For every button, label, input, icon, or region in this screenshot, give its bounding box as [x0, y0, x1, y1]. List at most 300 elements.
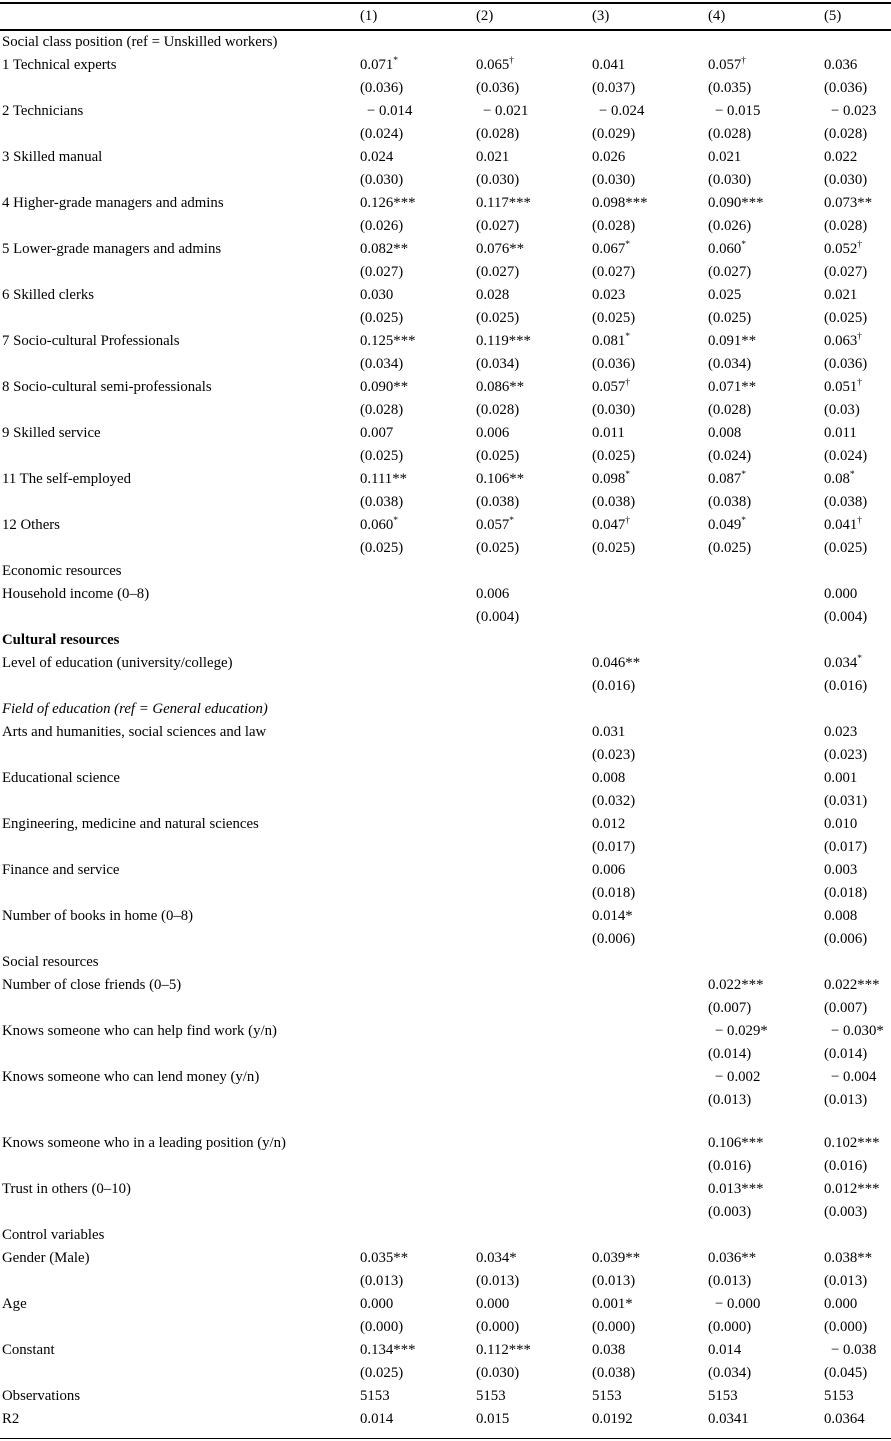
value-cell: 0.039**: [592, 1250, 641, 1266]
value-cell: 0.0364: [824, 1411, 865, 1427]
value-cell: (0.029): [592, 126, 636, 142]
value-cell: (0.016): [592, 678, 636, 694]
table-row: [0, 123, 891, 146]
row-label: Number of close friends (0–5): [2, 977, 182, 993]
value-cell: − 0.021: [483, 103, 529, 119]
value-cell: 0.006: [476, 586, 510, 602]
table-row: [0, 859, 891, 882]
value-cell: 0.052†: [824, 240, 863, 257]
value-cell: 0.026: [592, 149, 626, 165]
value-cell: (0.013): [824, 1092, 868, 1108]
table-row: [0, 675, 891, 698]
column-header-1: (1): [360, 8, 378, 24]
value-cell: (0.030): [824, 172, 868, 188]
value-cell: (0.026): [360, 218, 404, 234]
value-cell: 0.112***: [476, 1342, 531, 1358]
value-cell: (0.030): [476, 1365, 520, 1381]
table-row: [0, 744, 891, 767]
value-cell: − 0.023: [831, 103, 877, 119]
value-cell: (0.038): [476, 494, 520, 510]
table-row: [0, 1224, 891, 1247]
value-cell: 0.035**: [360, 1250, 409, 1266]
row-label: Engineering, medicine and natural sciences: [2, 816, 259, 832]
row-label: Constant: [2, 1342, 55, 1358]
value-cell: (0.007): [708, 1000, 752, 1016]
column-header-2: (2): [476, 8, 494, 24]
value-cell: (0.030): [592, 402, 636, 418]
value-cell: − 0.030*: [831, 1023, 884, 1039]
table-row: [0, 238, 891, 261]
value-cell: 0.036: [824, 57, 858, 73]
value-cell: (0.025): [476, 540, 520, 556]
table-row: [0, 54, 891, 77]
row-label: 6 Skilled clerks: [2, 287, 95, 303]
value-cell: 0.102***: [824, 1135, 880, 1151]
value-cell: (0.045): [824, 1365, 868, 1381]
value-cell: 0.023: [824, 724, 858, 740]
value-cell: 0.057†: [708, 56, 747, 73]
table-row: [0, 974, 891, 997]
table-row: [0, 629, 891, 652]
value-cell: (0.023): [592, 747, 636, 763]
value-cell: 0.060*: [708, 240, 747, 257]
table-row: [0, 767, 891, 790]
value-cell: 0.031: [592, 724, 626, 740]
value-cell: (0.028): [476, 126, 520, 142]
value-cell: 0.008: [708, 425, 742, 441]
column-header-5: (5): [824, 8, 842, 24]
value-cell: (0.000): [476, 1319, 520, 1335]
value-cell: 0.134***: [360, 1342, 416, 1358]
value-cell: (0.024): [708, 448, 752, 464]
table-row: [0, 1178, 891, 1201]
row-label: Finance and service: [2, 862, 120, 878]
table-row: [0, 882, 891, 905]
column-header-3: (3): [592, 8, 610, 24]
value-cell: (0.017): [592, 839, 636, 855]
table-row: [0, 422, 891, 445]
table-row: [0, 353, 891, 376]
value-cell: (0.025): [360, 448, 404, 464]
value-cell: (0.038): [592, 494, 636, 510]
value-cell: 0.091**: [708, 333, 757, 349]
value-cell: 0.08*: [824, 470, 855, 487]
row-label: Level of education (university/college): [2, 655, 233, 671]
row-label: 1 Technical experts: [2, 57, 117, 73]
value-cell: (0.018): [824, 885, 868, 901]
value-cell: (0.006): [592, 931, 636, 947]
table-row: [0, 1201, 891, 1224]
value-cell: 0.057†: [592, 378, 631, 395]
value-cell: (0.003): [824, 1204, 868, 1220]
table-header: [0, 4, 891, 31]
value-cell: 0.008: [824, 908, 858, 924]
value-cell: (0.018): [592, 885, 636, 901]
value-cell: (0.034): [708, 356, 752, 372]
table-row: [0, 1155, 891, 1178]
value-cell: 0.006: [476, 425, 510, 441]
table-row: [0, 468, 891, 491]
value-cell: (0.025): [360, 540, 404, 556]
row-label: Observations: [2, 1388, 81, 1404]
value-cell: (0.038): [360, 494, 404, 510]
table-row: [0, 169, 891, 192]
value-cell: (0.025): [360, 310, 404, 326]
value-cell: 0.021: [708, 149, 742, 165]
value-cell: (0.036): [592, 356, 636, 372]
value-cell: (0.034): [708, 1365, 752, 1381]
value-cell: (0.025): [476, 310, 520, 326]
value-cell: (0.038): [708, 494, 752, 510]
table-row: [0, 1270, 891, 1293]
table-row: [0, 215, 891, 238]
value-cell: (0.000): [360, 1319, 404, 1335]
table-row: [0, 813, 891, 836]
value-cell: (0.016): [708, 1158, 752, 1174]
row-label: R2: [2, 1411, 20, 1427]
value-cell: (0.024): [824, 448, 868, 464]
value-cell: 5153: [476, 1388, 506, 1404]
value-cell: (0.035): [708, 80, 752, 96]
value-cell: 5153: [708, 1388, 738, 1404]
row-label: Number of books in home (0–8): [2, 908, 194, 924]
value-cell: 0.015: [476, 1411, 510, 1427]
row-label: 9 Skilled service: [2, 425, 101, 441]
value-cell: 0.022***: [824, 977, 880, 993]
value-cell: (0.038): [824, 494, 868, 510]
table-row: [0, 284, 891, 307]
value-cell: (0.013): [824, 1273, 868, 1289]
row-label: Economic resources: [2, 563, 122, 579]
value-cell: (0.030): [476, 172, 520, 188]
value-cell: (0.013): [708, 1092, 752, 1108]
value-cell: 0.021: [476, 149, 510, 165]
value-cell: (0.023): [824, 747, 868, 763]
value-cell: (0.013): [360, 1273, 404, 1289]
table-row: [0, 491, 891, 514]
row-label: 5 Lower-grade managers and admins: [2, 241, 222, 257]
value-cell: (0.016): [824, 678, 868, 694]
value-cell: 0.0192: [592, 1411, 633, 1427]
table-row: [0, 905, 891, 928]
value-cell: 0.010: [824, 816, 858, 832]
value-cell: 0.073**: [824, 195, 873, 211]
value-cell: 0.119***: [476, 333, 531, 349]
value-cell: (0.014): [824, 1046, 868, 1062]
value-cell: (0.025): [824, 310, 868, 326]
row-label: Control variables: [2, 1227, 105, 1243]
value-cell: (0.028): [592, 218, 636, 234]
value-cell: 0.041: [592, 57, 626, 73]
value-cell: 0.065†: [476, 56, 515, 73]
value-cell: (0.025): [592, 310, 636, 326]
value-cell: − 0.004: [831, 1069, 877, 1085]
value-cell: (0.03): [824, 402, 860, 418]
table-row: [0, 1408, 891, 1431]
value-cell: (0.036): [824, 356, 868, 372]
value-cell: (0.027): [592, 264, 636, 280]
value-cell: 0.090**: [360, 379, 409, 395]
value-cell: − 0.014: [367, 103, 413, 119]
value-cell: 5153: [360, 1388, 390, 1404]
value-cell: 0.003: [824, 862, 858, 878]
value-cell: (0.036): [476, 80, 520, 96]
table-row: [0, 31, 891, 54]
value-cell: 0.098*: [592, 470, 631, 487]
value-cell: (0.013): [476, 1273, 520, 1289]
value-cell: 0.028: [476, 287, 510, 303]
value-cell: 0.071*: [360, 56, 399, 73]
value-cell: (0.024): [360, 126, 404, 142]
table-row: [0, 1362, 891, 1385]
row-label: Social class position (ref = Unskilled workers): [2, 34, 278, 50]
table-row: [0, 1132, 891, 1155]
value-cell: 0.034*: [824, 654, 863, 671]
value-cell: 5153: [824, 1388, 854, 1404]
row-label: Household income (0–8): [2, 586, 150, 602]
value-cell: (0.025): [708, 540, 752, 556]
value-cell: 0.024: [360, 149, 394, 165]
regression-table: [0, 2, 891, 1441]
column-header-4: (4): [708, 8, 726, 24]
value-cell: (0.034): [360, 356, 404, 372]
value-cell: (0.013): [592, 1273, 636, 1289]
value-cell: (0.000): [592, 1319, 636, 1335]
value-cell: 0.000: [360, 1296, 394, 1312]
value-cell: 0.011: [592, 425, 625, 441]
value-cell: 0.023: [592, 287, 626, 303]
table-row: [0, 1339, 891, 1362]
value-cell: 0.012: [592, 816, 626, 832]
value-cell: (0.028): [824, 126, 868, 142]
table-row: [0, 100, 891, 123]
table-row: [0, 514, 891, 537]
value-cell: 0.067*: [592, 240, 631, 257]
value-cell: 0.0341: [708, 1411, 749, 1427]
value-cell: 0.025: [708, 287, 742, 303]
value-cell: 0.076**: [476, 241, 525, 257]
table-row: [0, 1316, 891, 1339]
value-cell: 0.014: [708, 1342, 742, 1358]
value-cell: (0.027): [360, 264, 404, 280]
table-row: [0, 376, 891, 399]
value-cell: (0.027): [824, 264, 868, 280]
value-cell: (0.004): [476, 609, 520, 625]
value-cell: (0.027): [476, 218, 520, 234]
value-cell: (0.028): [708, 126, 752, 142]
value-cell: 0.022: [824, 149, 858, 165]
table-row: [0, 951, 891, 974]
table-row: [0, 652, 891, 675]
value-cell: (0.034): [476, 356, 520, 372]
value-cell: 0.000: [476, 1296, 510, 1312]
value-cell: 0.090***: [708, 195, 764, 211]
value-cell: (0.028): [824, 218, 868, 234]
table-body: [0, 31, 891, 1431]
value-cell: 0.051†: [824, 378, 863, 395]
table-row: [0, 583, 891, 606]
value-cell: (0.036): [824, 80, 868, 96]
value-cell: 0.063†: [824, 332, 863, 349]
value-cell: (0.028): [708, 402, 752, 418]
table-row: [0, 1043, 891, 1066]
value-cell: (0.017): [824, 839, 868, 855]
value-cell: 0.008: [592, 770, 626, 786]
table-row: [0, 560, 891, 583]
row-label: Social resources: [2, 954, 99, 970]
value-cell: 0.071**: [708, 379, 757, 395]
table-row: [0, 1066, 891, 1089]
value-cell: 0.126***: [360, 195, 416, 211]
value-cell: 0.007: [360, 425, 394, 441]
value-cell: (0.007): [824, 1000, 868, 1016]
value-cell: 0.022***: [708, 977, 764, 993]
value-cell: (0.025): [824, 540, 868, 556]
value-cell: 0.057*: [476, 516, 515, 533]
table-row: [0, 997, 891, 1020]
table-row: [0, 77, 891, 100]
value-cell: (0.026): [708, 218, 752, 234]
value-cell: − 0.000: [715, 1296, 761, 1312]
value-cell: 0.014*: [592, 908, 633, 924]
value-cell: 0.000: [824, 586, 858, 602]
row-label: Gender (Male): [2, 1250, 90, 1266]
row-label: 8 Socio-cultural semi-professionals: [2, 379, 212, 395]
value-cell: (0.025): [360, 1365, 404, 1381]
value-cell: 0.111**: [360, 471, 407, 487]
value-cell: 0.081*: [592, 332, 631, 349]
value-cell: 0.036**: [708, 1250, 757, 1266]
table-row: [0, 606, 891, 629]
row-label: Trust in others (0–10): [2, 1181, 131, 1197]
row-label: Educational science: [2, 770, 120, 786]
value-cell: (0.030): [360, 172, 404, 188]
value-cell: 0.030: [360, 287, 394, 303]
value-cell: 0.060*: [360, 516, 399, 533]
table-row: [0, 330, 891, 353]
row-label: 3 Skilled manual: [2, 149, 103, 165]
value-cell: (0.014): [708, 1046, 752, 1062]
row-label: Arts and humanities, social sciences and law: [2, 724, 267, 740]
value-cell: (0.031): [824, 793, 868, 809]
row-label: Knows someone who can help find work (y/n): [2, 1023, 277, 1039]
value-cell: (0.013): [708, 1273, 752, 1289]
table-row: [0, 445, 891, 468]
value-cell: (0.030): [708, 172, 752, 188]
table-row: [0, 721, 891, 744]
value-cell: − 0.002: [715, 1069, 761, 1085]
value-cell: 0.038**: [824, 1250, 873, 1266]
value-cell: (0.027): [476, 264, 520, 280]
value-cell: (0.000): [824, 1319, 868, 1335]
value-cell: (0.036): [360, 80, 404, 96]
value-cell: (0.028): [476, 402, 520, 418]
value-cell: 0.047†: [592, 516, 631, 533]
value-cell: 0.012***: [824, 1181, 880, 1197]
table-row: [0, 261, 891, 284]
table-row: [0, 307, 891, 330]
value-cell: 0.006: [592, 862, 626, 878]
table-row: [0, 1247, 891, 1270]
row-label: Cultural resources: [2, 632, 120, 648]
value-cell: 0.082**: [360, 241, 409, 257]
table-row: [0, 1293, 891, 1316]
value-cell: (0.028): [360, 402, 404, 418]
row-label: Knows someone who can lend money (y/n): [2, 1069, 260, 1085]
table-row: [0, 146, 891, 169]
value-cell: (0.025): [708, 310, 752, 326]
value-cell: 0.049*: [708, 516, 747, 533]
value-cell: 0.014: [360, 1411, 394, 1427]
value-cell: 0.001*: [592, 1296, 633, 1312]
row-label: Knows someone who in a leading position (y/n): [2, 1135, 286, 1151]
value-cell: (0.038): [592, 1365, 636, 1381]
table-row: [0, 1020, 891, 1043]
value-cell: 0.011: [824, 425, 857, 441]
table-row: [0, 790, 891, 813]
value-cell: 0.117***: [476, 195, 531, 211]
value-cell: (0.004): [824, 609, 868, 625]
value-cell: (0.032): [592, 793, 636, 809]
table-row: [0, 399, 891, 422]
row-label: 4 Higher-grade managers and admins: [2, 195, 224, 211]
value-cell: 0.034*: [476, 1250, 517, 1266]
table-row: [0, 1385, 891, 1408]
value-cell: − 0.015: [715, 103, 761, 119]
value-cell: (0.003): [708, 1204, 752, 1220]
value-cell: − 0.038: [831, 1342, 877, 1358]
value-cell: (0.025): [592, 448, 636, 464]
value-cell: 0.087*: [708, 470, 747, 487]
row-label: 7 Socio-cultural Professionals: [2, 333, 180, 349]
value-cell: 0.125***: [360, 333, 416, 349]
value-cell: (0.037): [592, 80, 636, 96]
value-cell: 0.041†: [824, 516, 863, 533]
table-row: [0, 698, 891, 721]
value-cell: (0.006): [824, 931, 868, 947]
table-row: [0, 537, 891, 560]
value-cell: 0.098***: [592, 195, 648, 211]
value-cell: 0.086**: [476, 379, 525, 395]
table-row: [0, 928, 891, 951]
table-row: [0, 836, 891, 859]
row-label: 12 Others: [2, 517, 60, 533]
value-cell: (0.000): [708, 1319, 752, 1335]
value-cell: 0.013***: [708, 1181, 764, 1197]
value-cell: (0.025): [476, 448, 520, 464]
value-cell: 0.106***: [708, 1135, 764, 1151]
table-row: [0, 192, 891, 215]
value-cell: 0.046**: [592, 655, 641, 671]
row-label: 2 Technicians: [2, 103, 84, 119]
spacer-row: [0, 1112, 891, 1132]
value-cell: (0.027): [708, 264, 752, 280]
value-cell: 0.001: [824, 770, 858, 786]
row-label: Field of education (ref = General education): [2, 701, 268, 717]
value-cell: − 0.029*: [715, 1023, 768, 1039]
value-cell: 0.038: [592, 1342, 626, 1358]
row-label: Age: [2, 1296, 27, 1312]
row-label: 11 The self-employed: [2, 471, 132, 487]
table-row: [0, 1089, 891, 1112]
value-cell: (0.016): [824, 1158, 868, 1174]
value-cell: 0.021: [824, 287, 858, 303]
value-cell: (0.025): [592, 540, 636, 556]
value-cell: − 0.024: [599, 103, 645, 119]
value-cell: 0.106**: [476, 471, 525, 487]
value-cell: (0.030): [592, 172, 636, 188]
value-cell: 5153: [592, 1388, 622, 1404]
